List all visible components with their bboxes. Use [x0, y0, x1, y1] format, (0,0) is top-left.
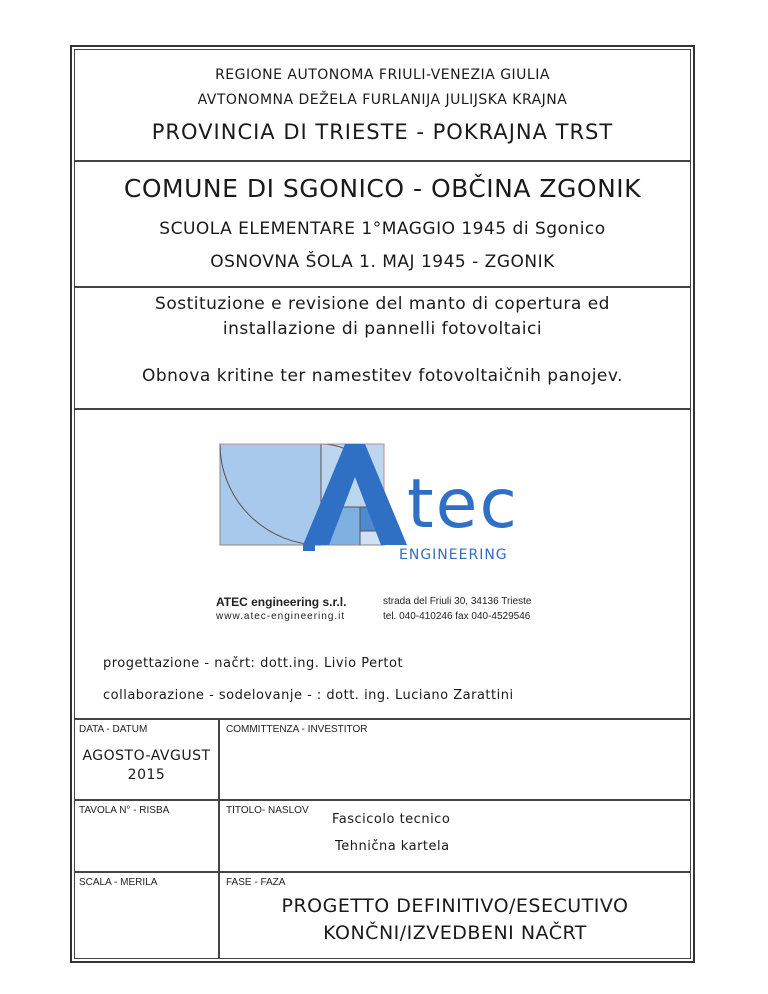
project-title-it-line2: installazione di pannelli fotovoltaici [222, 319, 543, 339]
company-name: ATEC engineering s.r.l. [216, 595, 347, 609]
phase-value-sl: KONČNI/IZVEDBENI NAČRT [323, 922, 587, 944]
phase-cell [219, 872, 691, 959]
logo-word: tec [407, 465, 519, 544]
date-value-year: 2015 [127, 767, 166, 783]
company-phones: tel. 040-410246 fax 040-4529546 [383, 611, 531, 622]
region-sl: AVTONOMNA DEŽELA FURLANIJA JULIJSKA KRAJNA [197, 92, 568, 108]
logo-sub: ENGINEERING [399, 547, 508, 563]
date-label: DATA - DATUM [79, 724, 148, 735]
design-credit: progettazione - načrt: dott.ing. Livio Pertot [103, 656, 404, 671]
title-label: TITOLO- NASLOV [226, 805, 309, 816]
project-title-sl: Obnova kritine ter namestitev fotovoltaičnih panojev. [141, 366, 624, 386]
project-box [74, 287, 691, 409]
region-it: REGIONE AUTONOMA FRIULI-VENEZIA GIULIA [215, 67, 550, 83]
client-label: COMMITTENZA - INVESTITOR [226, 724, 368, 735]
title-value-sl: Tehnična kartela [335, 839, 450, 854]
company-address: strada del Friuli 30, 34136 Trieste [383, 596, 532, 607]
project-title-it-line1: Sostituzione e revisione del manto di copertura ed [155, 294, 610, 314]
title-cell [219, 800, 691, 872]
client-cell [219, 719, 691, 800]
date-value-month: AGOSTO-AVGUST [82, 748, 211, 764]
province-title: PROVINCIA DI TRIESTE - POKRAJNA TRST [151, 120, 614, 144]
company-box [74, 409, 691, 719]
sheet-label: TAVOLA N° - RISBA [79, 805, 170, 816]
municipality-box [74, 161, 691, 287]
sheet-cell [74, 800, 219, 872]
company-website[interactable]: www.atec-engineering.it [216, 611, 346, 622]
region-box [74, 49, 691, 161]
school-name-it: SCUOLA ELEMENTARE 1°MAGGIO 1945 di Sgonico [159, 219, 606, 239]
phase-label: FASE - FAZA [226, 877, 286, 888]
company-logo [219, 443, 549, 593]
municipality-title: COMUNE DI SGONICO - OBČINA ZGONIK [123, 174, 642, 203]
scale-cell [74, 872, 219, 959]
collaboration-credit: collaborazione - sodelovanje - : dott. ing. Luciano Zarattini [103, 688, 514, 703]
phase-value-it: PROGETTO DEFINITIVO/ESECUTIVO [281, 895, 629, 917]
school-name-sl: OSNOVNA ŠOLA 1. MAJ 1945 - ZGONIK [210, 252, 555, 272]
title-block [74, 49, 691, 959]
scale-label: SCALA - MERILA [79, 877, 158, 888]
title-value-it: Fascicolo tecnico [332, 812, 451, 827]
date-cell [74, 719, 219, 800]
